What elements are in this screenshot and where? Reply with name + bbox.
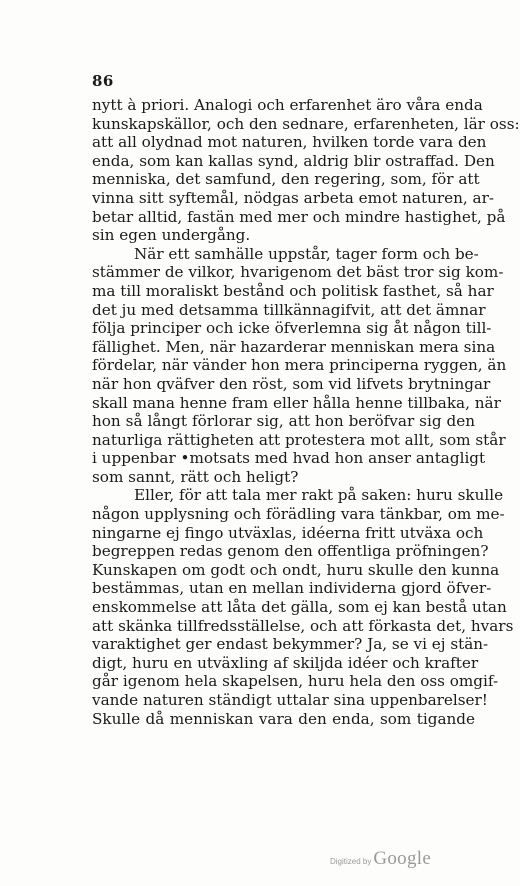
text-line: det ju med detsamma tillkännagifvit, att det ämnar (92, 300, 486, 319)
body-text (92, 96, 520, 728)
text-line: stämmer de vilkor, hvarigenom det bäst tror sig kom- (92, 263, 504, 282)
text-line: följa principer och icke öfverlemna sig åt någon till- (92, 319, 492, 338)
text-line: varaktighet ger endast bekymmer? Ja, se vi ej stän- (92, 635, 489, 654)
text-line: hon så långt förlorar sig, att hon beröfvar sig den (92, 412, 475, 431)
text-line: någon upplysning och förädling vara tänkbar, om me- (92, 505, 505, 524)
text-line: ningarne ej fingo utväxlas, idéerna fritt utväxa och (92, 523, 484, 542)
text-line: sin egen undergång. (92, 226, 251, 245)
text-line: går igenom hela skapelsen, huru hela den oss omgif- (92, 672, 499, 691)
text-line: menniska, det samfund, den regering, som, för att (92, 170, 480, 189)
text-line: som sannt, rätt och heligt? (92, 467, 299, 486)
text-line: när hon qväfver den röst, som vid lifvets brytningar (92, 374, 491, 393)
text-line: fördelar, när vänder hon mera principerna ryggen, än (92, 356, 507, 375)
text-line: vinna sitt syftemål, nödgas arbeta emot naturen, ar- (92, 188, 494, 207)
text-line: att skänka tillfredsställelse, och att förkasta det, hvars (92, 616, 514, 635)
text-line: bestämmas, utan en mellan individerna gjord öfver- (92, 579, 492, 598)
page-number: 86 (92, 72, 114, 90)
text-line: ma till moraliskt bestånd och politisk fasthet, så har (92, 281, 494, 300)
google-logo: Google (373, 848, 432, 869)
text-line: enda, som kan kallas synd, aldrig blir ostraffad. Den (92, 151, 495, 170)
text-line: digt, huru en utväxling af skiljda idéer och krafter (92, 653, 479, 672)
text-line: skall mana henne fram eller hålla henne tillbaka, när (92, 393, 501, 412)
text-line: Eller, för att tala mer rakt på saken: huru skulle (134, 486, 504, 505)
watermark-prefix: Digitized by (330, 857, 372, 866)
text-line: fällighet. Men, när hazarderar menniskan mera sina (92, 337, 496, 356)
text-line: enskommelse att låta det gälla, som ej kan bestå utan (92, 598, 507, 617)
text-line: naturliga rättigheten att protestera mot allt, som står (92, 430, 506, 449)
text-line: betar alltid, fastän med mer och mindre hastighet, på (92, 207, 506, 226)
text-line: När ett samhälle uppstår, tager form och be- (134, 244, 479, 263)
text-line: att all olydnad mot naturen, hvilken torde vara den (92, 133, 487, 152)
text-line: kunskapskällor, och den sednare, erfarenheten, lär oss: (92, 114, 520, 133)
digitized-watermark (330, 848, 431, 870)
text-line: begreppen redas genom den offentliga pröfningen? (92, 542, 489, 561)
text-line: Kunskapen om godt och ondt, huru skulle den kunna (92, 560, 500, 579)
text-line: Skulle då menniskan vara den enda, som tigande (92, 709, 475, 728)
text-line: nytt à priori. Analogi och erfarenhet äro våra enda (92, 96, 483, 114)
text-line: vande naturen ständigt uttalar sina uppenbarelser! (92, 691, 488, 709)
text-line: i uppenbar •motsats med hvad hon anser antagligt (92, 449, 486, 468)
